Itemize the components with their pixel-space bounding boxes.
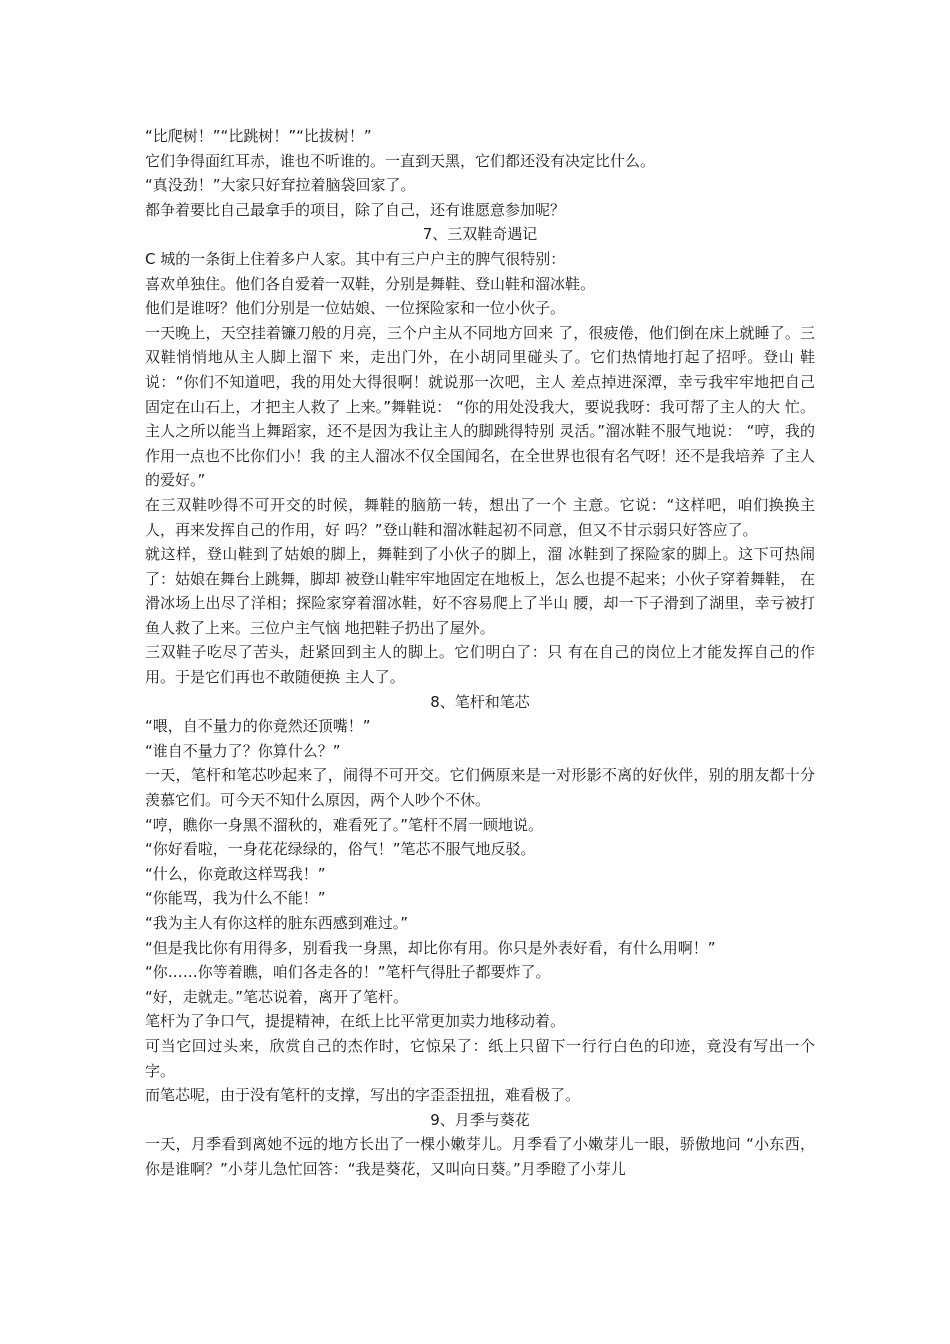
section-title-story7: 7、三双鞋奇遇记 xyxy=(422,225,538,244)
paragraph: 都争着要比自己最拿手的项目，除了自己，还有谁愿意参加呢？ xyxy=(145,200,566,219)
paragraph: 笔杆为了争口气，提提精神，在纸上比平常更加卖力地移动着。 xyxy=(145,1012,566,1031)
paragraph: 他们是谁呀？他们分别是一位姑娘、一位探险家和一位小伙子。 xyxy=(145,299,566,318)
paragraph: 一天，笔杆和笔芯吵起来了，闹得不可开交。它们俩原来是一对形影不离的好伙伴，别的朋友都十分羡慕它们。可今天不知什么原因，两个人吵个不休。 xyxy=(145,766,815,810)
paragraph: “你能骂，我为什么不能！” xyxy=(145,889,326,908)
paragraph: 而笔芯呢，由于没有笔杆的支撑，写出的字歪歪扭扭，难看极了。 xyxy=(145,1086,581,1105)
section-title-story9: 9、月季与葵花 xyxy=(430,1110,530,1129)
paragraph: 就这样，登山鞋到了姑娘的脚上，舞鞋到了小伙子的脚上，溜 冰鞋到了探险家的脚上。这下可热闹了：姑娘在舞台上跳舞，脚却 被登山鞋牢牢地固定在地板上，怎么也提不起来；小伙子穿着舞鞋， 在滑冰场上出尽了洋相；探险家穿着溜冰鞋，好不容易爬上了半山 腰，却一下子滑到了湖里，幸亏被打鱼人救了上来。三位户主气恼 地把鞋子扔出了屋外。 xyxy=(145,545,815,637)
paragraph: C 城的一条街上住着多户人家。其中有三户户主的脾气很特别： xyxy=(145,249,566,268)
paragraph: “但是我比你有用得多，别看我一身黑，却比你有用。你只是外表好看，有什么用啊！” xyxy=(145,938,716,957)
paragraph: 一天，月季看到离她不远的地方长出了一棵小嫩芽儿。月季看了小嫩芽儿一眼，骄傲地问 “小东西，你是谁啊？”小芽儿急忙回答：“我是葵花，又叫向日葵。”月季瞪了小芽儿 xyxy=(145,1135,815,1178)
paragraph: “哼，瞧你一身黑不溜秋的，难看死了。”笔杆不屑一顾地说。 xyxy=(145,815,544,834)
paragraph: “真没劲！”大家只好耷拉着脑袋回家了。 xyxy=(145,176,416,195)
paragraph: “喂，自不量力的你竟然还顶嘴！” xyxy=(145,717,371,736)
document-body xyxy=(145,124,815,1182)
paragraph: 喜欢单独住。他们各自爱着一双鞋，分别是舞鞋、登山鞋和溜冰鞋。 xyxy=(145,274,596,293)
paragraph: “好，走就走。”笔芯说着，离开了笔杆。 xyxy=(145,987,409,1006)
paragraph: “你好看啦，一身花花绿绿的，俗气！”笔芯不服气地反驳。 xyxy=(145,840,536,859)
section-title-story8: 8、笔杆和笔芯 xyxy=(430,692,530,711)
paragraph: “什么，你竟敢这样骂我！” xyxy=(145,864,326,883)
paragraph: 三双鞋子吃尽了苦头，赶紧回到主人的脚上。它们明白了：只 有在自己的岗位上才能发挥自己的作用。于是它们再也不敢随便换 主人了。 xyxy=(145,643,815,687)
paragraph: 它们争得面红耳赤，谁也不听谁的。一直到天黑，它们都还没有决定比什么。 xyxy=(145,151,656,170)
paragraph: “比爬树！”“比跳树！”“比拔树！” xyxy=(145,127,372,145)
paragraph: “你……你等着瞧，咱们各走各的！”笔杆气得肚子都要炸了。 xyxy=(145,963,551,982)
paragraph: “谁自不量力了？你算什么？” xyxy=(145,741,341,760)
paragraph: “我为主人有你这样的脏东西感到难过。” xyxy=(145,914,409,932)
paragraph: 可当它回过头来，欣赏自己的杰作时，它惊呆了：纸上只留下一行行白色的印迹，竟没有写出一个字。 xyxy=(145,1036,815,1080)
paragraph: 在三双鞋吵得不可开交的时候，舞鞋的脑筋一转，想出了一个 主意。它说：“这样吧，咱们换换主人，再来发挥自己的作用，好 吗？”登山鞋和溜冰鞋起初不同意，但又不甘示弱只好答应了。 xyxy=(145,495,815,539)
paragraph: 一天晚上，天空挂着镰刀般的月亮，三个户主从不同地方回来 了，很疲倦，他们倒在床上就睡了。三双鞋悄悄地从主人脚上溜下 来，走出门外，在小胡同里碰头了。它们热情地打起了招呼。登山 鞋说：“你们不知道吧，我的用处大得很啊！就说那一次吧，主人 差点掉进深潭，幸亏我牢牢地把自己固定在山石上，才把主人救了 上来。”舞鞋说： “你的用处没我大，要说我呀：我可帮了主人的大 忙。主人之所以能当上舞蹈家，还不是因为我让主人的脚跳得特别 灵活。”溜冰鞋不服气地说： “哼，我的作用一点也不比你们小！我 的主人溜冰不仅全国闻名，在全世界也很有名气呀！还不是我培养 了主人的爱好。” xyxy=(145,323,815,490)
